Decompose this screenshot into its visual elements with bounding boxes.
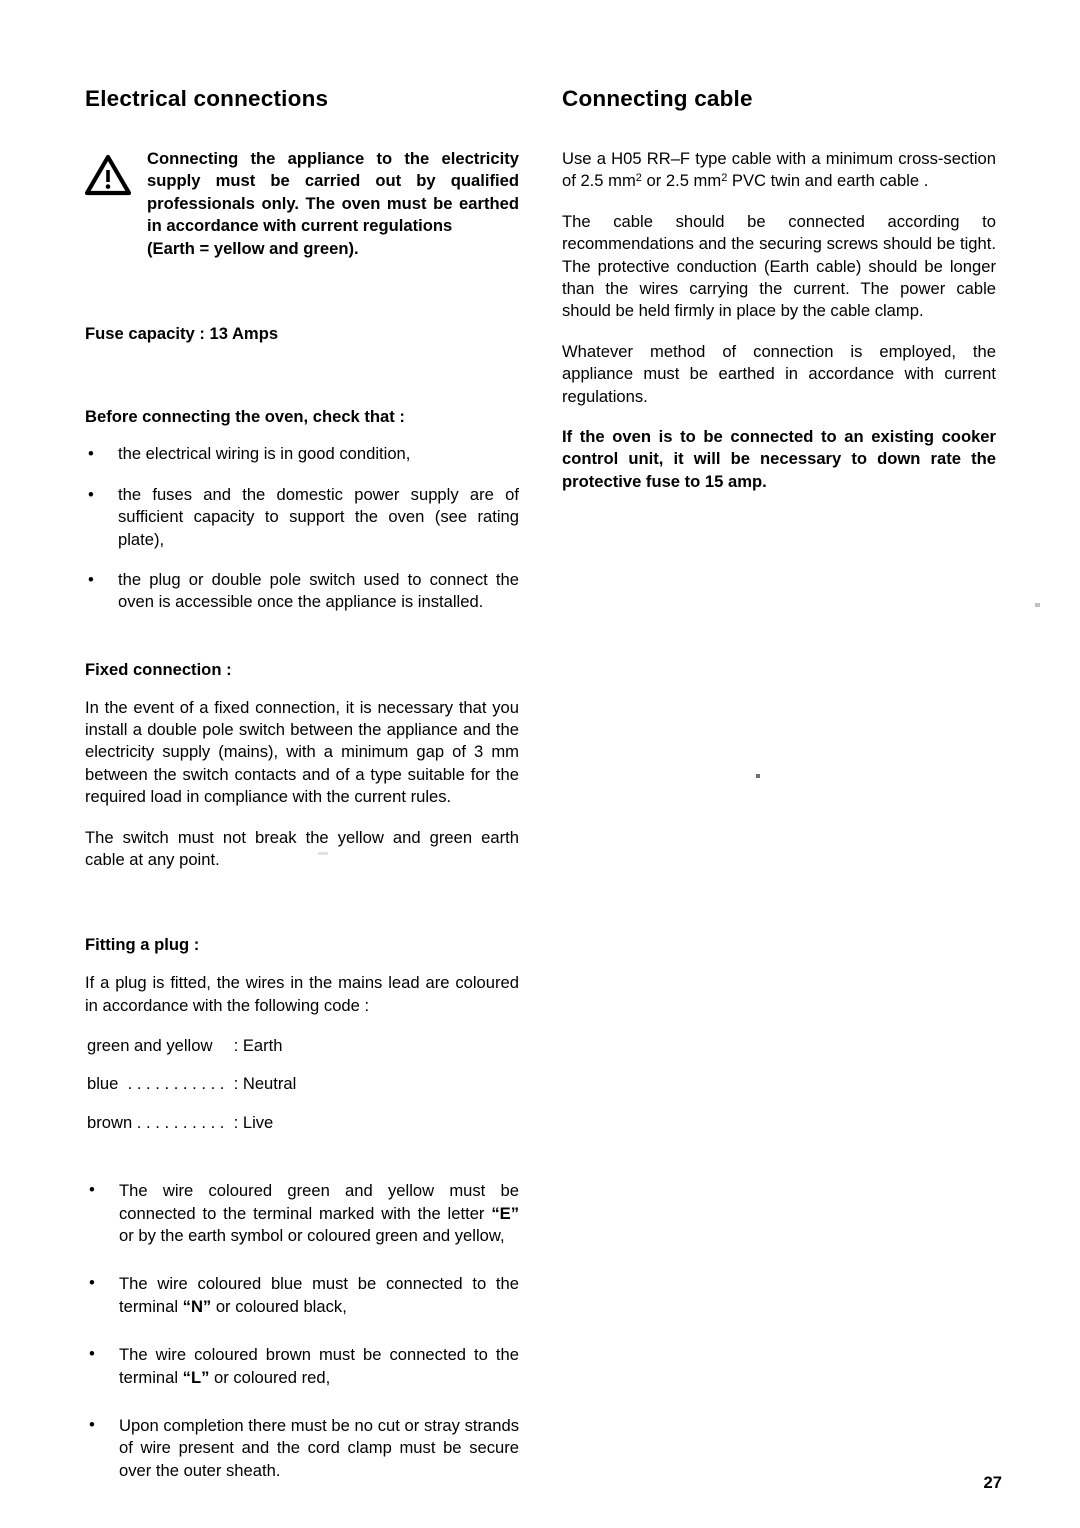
spacer (85, 1134, 519, 1180)
scan-speckle (318, 852, 328, 855)
list-item-text: the plug or double pole switch used to connect the oven is accessible once the appliance is installed. (118, 570, 519, 612)
list-item (85, 443, 519, 465)
list-item-text: the electrical wiring is in good condition, (118, 444, 411, 464)
left-column (85, 86, 519, 1508)
list-item-text-part2: or coloured black, (211, 1296, 347, 1316)
wire-colour-separator: : (229, 1074, 243, 1094)
warning-text-block (147, 148, 519, 260)
page-number: 27 (983, 1473, 1002, 1492)
wire-colour-separator: : (229, 1112, 243, 1132)
scan-speckle (756, 774, 760, 778)
terminal-letter-n: “N” (182, 1296, 212, 1316)
bullet-icon: • (89, 1273, 95, 1293)
list-item (87, 1035, 519, 1057)
list-item (85, 1180, 519, 1247)
wire-colour-value: Neutral (242, 1074, 297, 1094)
fuse-capacity-label: Fuse capacity : 13 Amps (85, 323, 279, 343)
fitting-plug-intro: If a plug is fitted, the wires in the mains lead are coloured in accordance with the following code : (85, 973, 519, 1015)
bullet-icon: • (89, 1344, 95, 1364)
spacer (85, 889, 519, 935)
cooker-control-unit-notice: If the oven is to be connected to an existing cooker control unit, it will be necessary to down rate the protective fuse to 15 amp. (562, 426, 996, 491)
warning-text: Connecting the appliance to the electricity supply must be carried out by qualified professionals only. The oven must be earthed in accordance with current regulations (147, 148, 519, 236)
fixed-connection-heading: Fixed connection : (85, 659, 232, 679)
list-item (87, 1112, 519, 1134)
list-item-text: the fuses and the domestic power supply are of sufficient capacity to support the oven (see rating plate), (118, 484, 519, 549)
bullet-icon: • (89, 1180, 95, 1200)
cable-spec-text-c: PVC twin and earth cable . (727, 171, 929, 191)
list-item-text-part2: or by the earth symbol or coloured green and yellow, (119, 1225, 505, 1245)
scan-speckle (1035, 603, 1040, 607)
fixed-connection-paragraph-2: The switch must not break the yellow and green earth cable at any point. (85, 827, 519, 869)
superscript-square-1: 2 (635, 172, 642, 185)
bullet-icon: • (88, 484, 94, 504)
list-item-text-part1: The wire coloured brown must be connected to the terminal (119, 1345, 519, 1387)
list-item-text-part1: The wire coloured green and yellow must be connected to the terminal marked with the letter (119, 1181, 519, 1223)
list-item (85, 1415, 519, 1482)
spacer (85, 361, 519, 407)
cable-spec-text-b: or 2.5 mm (641, 171, 722, 191)
list-item (85, 484, 519, 551)
list-item-text-part1: Upon completion there must be no cut or stray strands of wire present and the cord clamp must be secure over the outer sheath. (119, 1416, 519, 1480)
fitting-plug-heading: Fitting a plug : (85, 935, 200, 955)
warning-callout (85, 148, 519, 260)
connecting-cable-paragraph-3: Whatever method of connection is employed, the appliance must be earthed in accordance with current regulations. (562, 341, 996, 406)
connecting-cable-title: Connecting cable (562, 86, 753, 111)
pre-connection-check-list (85, 443, 519, 613)
wiring-instruction-list (85, 1180, 519, 1482)
list-item (87, 1073, 519, 1095)
check-list-heading: Before connecting the oven, check that : (85, 406, 405, 426)
wire-colour-value: Live (242, 1112, 274, 1132)
fixed-connection-paragraph-1: In the event of a fixed connection, it is necessary that you install a double pole switch between the appliance and the electricity supply (mains), with a minimum gap of 3 mm between the switch contacts and of a type suitable for the required load in compliance with the current rules. (85, 697, 519, 807)
list-item (85, 1273, 519, 1318)
terminal-letter-e: “E” (491, 1203, 519, 1223)
spacer (85, 614, 519, 660)
wire-colour-name: green and yellow (87, 1035, 213, 1055)
page-title: Electrical connections (85, 86, 329, 111)
bullet-icon: • (88, 570, 94, 589)
spacer (85, 290, 519, 324)
wire-colour-code-list (87, 1035, 519, 1134)
list-item-text-part1: The wire coloured blue must be connected to the terminal (119, 1274, 519, 1316)
wire-colour-name: blue . . . . . . . . . . . (87, 1074, 225, 1094)
wire-colour-value: Earth (242, 1035, 283, 1055)
superscript-square-2: 2 (721, 172, 728, 185)
wire-colour-name: brown . . . . . . . . . . (87, 1112, 225, 1132)
list-item (85, 1344, 519, 1389)
list-item (85, 569, 519, 614)
connecting-cable-paragraph-1 (562, 148, 996, 193)
cable-spec-text-a: Use a H05 RR–F type cable with a minimum cross-section of 2.5 mm (562, 148, 996, 191)
warning-triangle-icon (85, 154, 131, 196)
warning-earth-note: (Earth = yellow and green). (147, 238, 359, 258)
wire-colour-separator: : (229, 1035, 243, 1055)
right-column (562, 86, 996, 511)
connecting-cable-paragraph-2: The cable should be connected according to recommendations and the securing screws should be tight. The protective conduction (Earth cable) should be longer than the wires carrying the current. The power cable should be held firmly in place by the cable clamp. (562, 211, 996, 321)
bullet-icon: • (88, 444, 94, 464)
terminal-letter-l: “L” (182, 1367, 210, 1387)
bullet-icon: • (89, 1415, 95, 1434)
list-item-text-part2: or coloured red, (209, 1367, 331, 1387)
